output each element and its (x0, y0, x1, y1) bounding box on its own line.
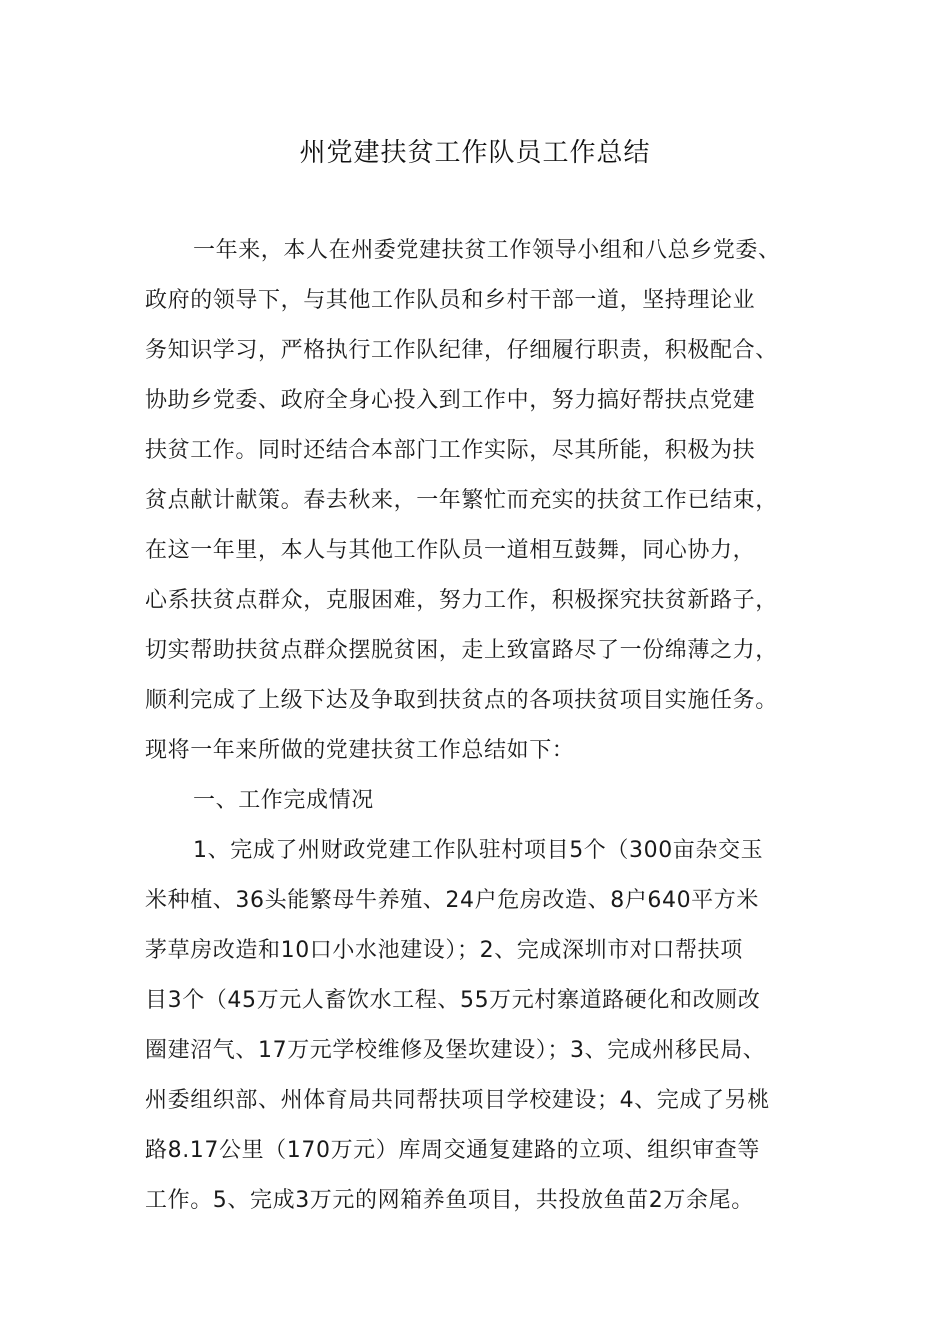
paragraph-line: 茅草房改造和10口小水池建设）；2、完成深圳市对口帮扶项 (145, 938, 743, 963)
page-title: 州党建扶贫工作队员工作总结 (299, 138, 651, 168)
paragraph-line: 一年来，本人在州委党建扶贫工作领导小组和八总乡党委、 (193, 238, 781, 263)
paragraph-line: 目3个（45万元人畜饮水工程、55万元村寨道路硬化和改厕改 (145, 988, 761, 1013)
paragraph-line: 顺利完成了上级下达及争取到扶贫点的各项扶贫项目实施任务。 (145, 688, 778, 713)
paragraph-line: 路8.17公里（170万元）库周交通复建路的立项、组织审查等 (145, 1138, 760, 1163)
paragraph-line: 务知识学习，严格执行工作队纪律，仔细履行职责，积极配合、 (145, 338, 778, 363)
paragraph-line: 心系扶贫点群众，克服困难，努力工作，积极探究扶贫新路子， (145, 588, 778, 613)
paragraph-line: 切实帮助扶贫点群众摆脱贫困，走上致富路尽了一份绵薄之力， (145, 638, 778, 663)
paragraph-line: 工作。5、完成3万元的网箱养鱼项目，共投放鱼苗2万余尾。 (145, 1188, 754, 1213)
paragraph-line: 政府的领导下，与其他工作队员和乡村干部一道，坚持理论业 (145, 288, 756, 313)
paragraph-line: 州委组织部、州体育局共同帮扶项目学校建设；4、完成了另桃 (145, 1088, 770, 1113)
paragraph-line: 扶贫工作。同时还结合本部门工作实际，尽其所能，积极为扶 (145, 438, 756, 463)
paragraph-line: 米种植、36头能繁母牛养殖、24户危房改造、8户640平方米 (145, 888, 759, 913)
paragraph-line: 圈建沼气、17万元学校维修及堡坎建设）；3、完成州移民局、 (145, 1038, 766, 1063)
paragraph-line: 贫点献计献策。春去秋来，一年繁忙而充实的扶贫工作已结束， (145, 488, 778, 513)
paragraph-line: 协助乡党委、政府全身心投入到工作中，努力搞好帮扶点党建 (145, 388, 756, 413)
paragraph-line: 现将一年来所做的党建扶贫工作总结如下： (145, 738, 575, 763)
section-heading: 一、工作完成情况 (193, 788, 374, 813)
paragraph-line: 在这一年里，本人与其他工作队员一道相互鼓舞，同心协力， (145, 538, 756, 563)
paragraph-line: 1、完成了州财政党建工作队驻村项目5个（300亩杂交玉 (193, 838, 764, 863)
